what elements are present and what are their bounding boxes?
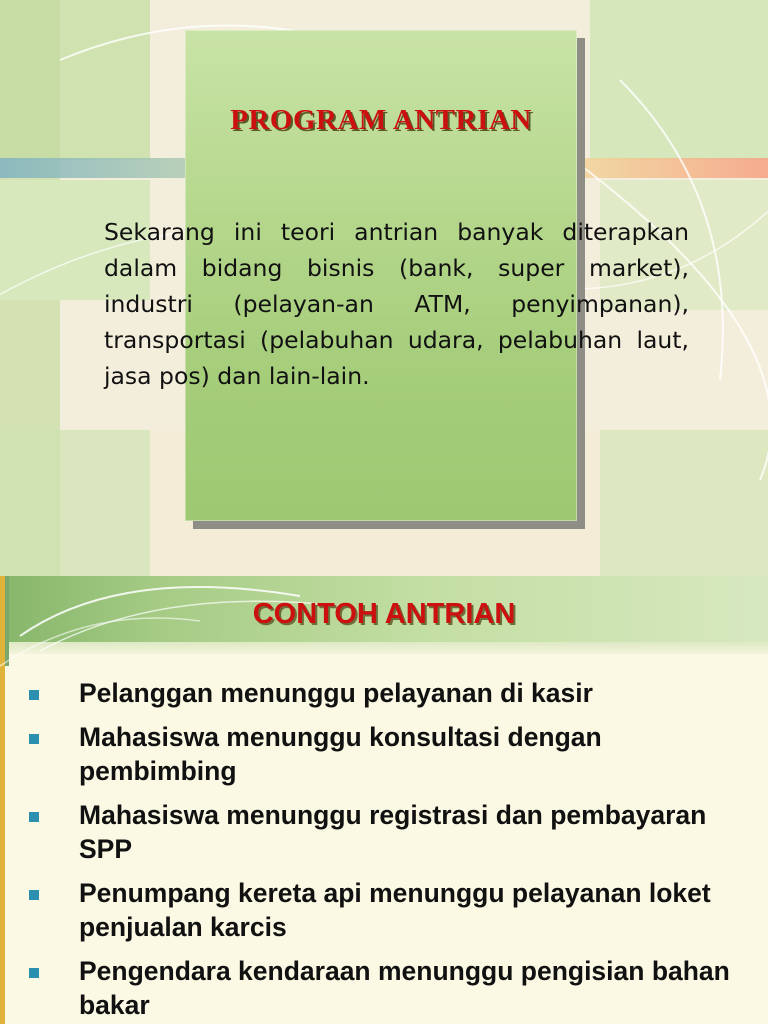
- square-bullet-icon: [29, 812, 39, 822]
- intro-paragraph: Sekarang ini teori antrian banyak diterapkan dalam bidang bisnis (bank, super market), industri (pelayan-an ATM, penyimpanan), transportasi (pelabuhan udara, pelabuhan laut, jasa pos) dan lain-lain.: [104, 218, 689, 390]
- list-item: [0, 720, 768, 788]
- list-item-text: Penumpang kereta api menunggu pelayanan loket penjualan karcis: [79, 878, 711, 942]
- list-item-text: Pengendara kendaraan menunggu pengisian bahan bakar: [79, 956, 730, 1020]
- list-item: [0, 876, 768, 944]
- square-bullet-icon: [29, 690, 39, 700]
- slide-title: PROGRAM ANTRIAN: [230, 104, 532, 136]
- square-bullet-icon: [29, 968, 39, 978]
- list-item: [0, 676, 768, 710]
- square-bullet-icon: [29, 890, 39, 900]
- list-item-text: Mahasiswa menunggu registrasi dan pembayaran SPP: [79, 800, 707, 864]
- list-item-text: Pelanggan menunggu pelayanan di kasir: [79, 678, 593, 708]
- list-item: [0, 798, 768, 866]
- example-list: [0, 676, 768, 1024]
- list-item-text: Mahasiswa menunggu konsultasi dengan pembimbing: [79, 722, 602, 786]
- slide-title: CONTOH ANTRIAN: [252, 598, 516, 630]
- square-bullet-icon: [29, 734, 39, 744]
- slide-2: [0, 576, 768, 1024]
- list-item: [0, 954, 768, 1022]
